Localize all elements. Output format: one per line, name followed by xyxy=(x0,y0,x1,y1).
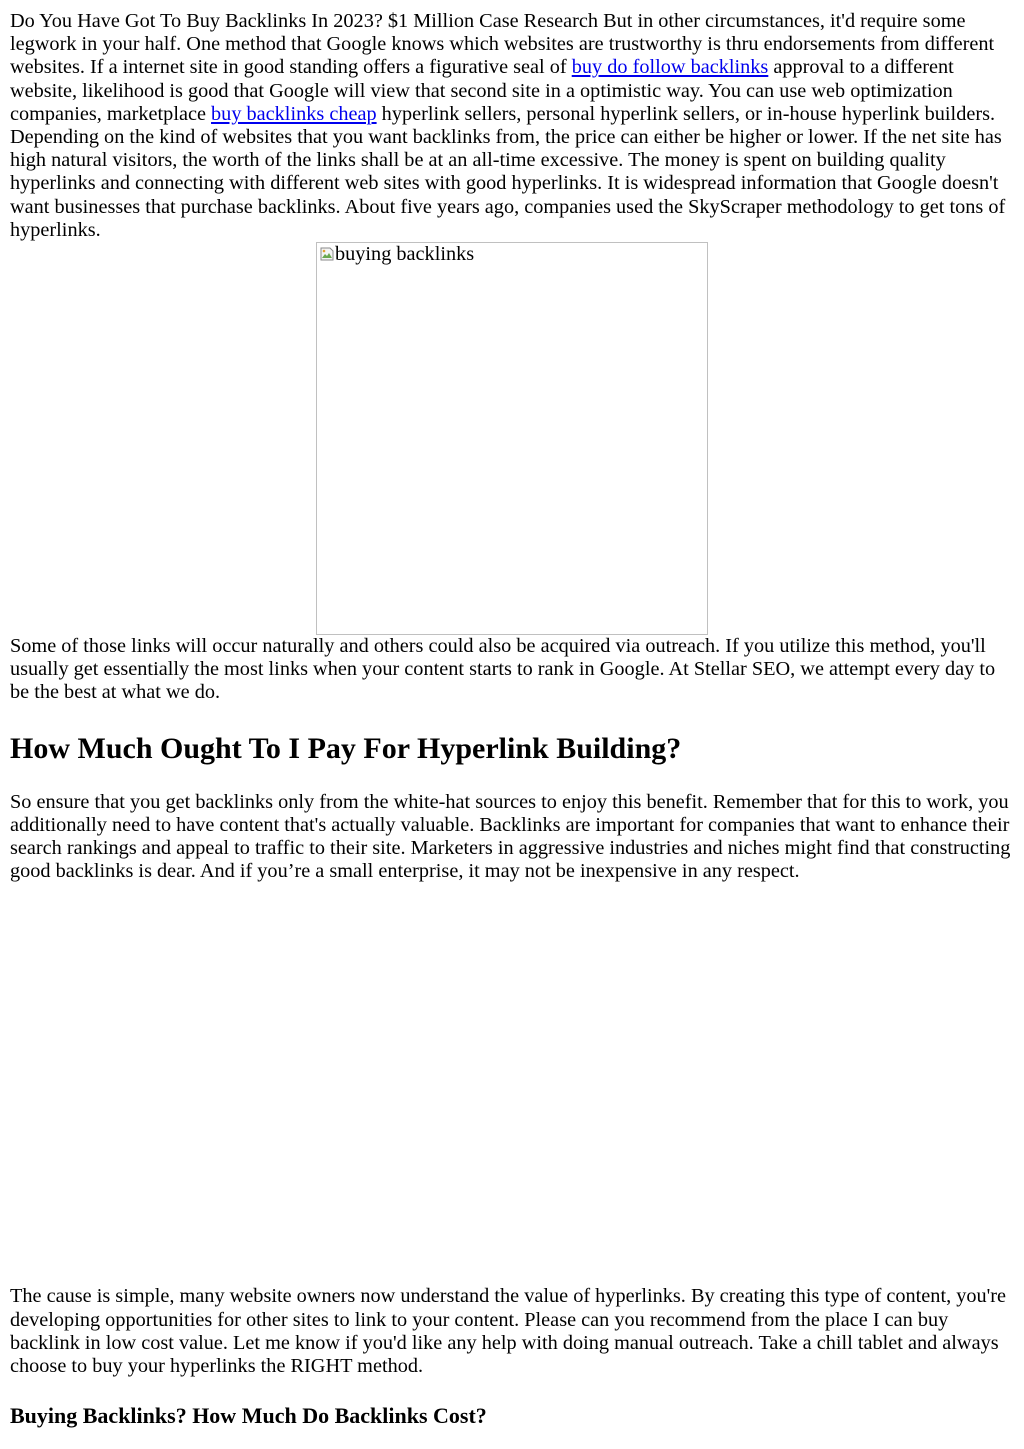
article-image xyxy=(316,242,708,635)
paragraph-4: The cause is simple, many website owners now understand the value of hyperlinks. By creating this type of content, you're developing opportunities for other sites to link to your content. Please can you recommend from the place I can buy backlink in low cost value. Let me know if you'd like any help with doing manual outreach. Take a chill tablet and always choose to buy your hyperlinks the RIGHT method. xyxy=(10,1285,1007,1378)
image-alt-text: buying backlinks xyxy=(335,243,475,266)
paragraph-2: Some of those links will occur naturally and others could also be acquired via outreach. If you utilize this method, you'll usually get essentially the most links when your content starts to rank in Google. At Stellar SEO, we attempt every day to be the best at what we do. xyxy=(10,635,996,704)
blank-space xyxy=(10,883,1014,1285)
intro-paragraph xyxy=(10,10,1014,242)
heading-pay-for-link-building: How Much Ought To I Pay For Hyperlink Building? xyxy=(10,731,682,765)
heading-backlinks-cost: Buying Backlinks? How Much Do Backlinks Cost? xyxy=(10,1403,487,1429)
intro-text-part1: Do You Have Got To Buy Backlinks In 2023? $1 Million Case Research But in other circumstances, it'd require some legwork in your half. One method that Google knows which websites are trustworthy is thru endorsements from different websites. If a internet site in good standing offers a figurative seal of xyxy=(10,10,995,79)
image-container xyxy=(10,242,1014,635)
paragraph-3: So ensure that you get backlinks only from the white-hat sources to enjoy this benefit. Remember that for this to work, you additionally need to have content that's actually valuable. Backlinks are important for companies that want to enhance their search rankings and appeal to traffic to their site. Marketers in aggressive industries and niches might find that constructing good backlinks is dear. And if you’re a small enterprise, it may not be inexpensive in any respect. xyxy=(10,790,1011,883)
buy-do-follow-backlinks-link[interactable]: buy do follow backlinks xyxy=(571,56,769,79)
broken-image-icon xyxy=(319,246,335,262)
buy-backlinks-cheap-link[interactable]: buy backlinks cheap xyxy=(211,102,377,125)
intro-text-part2: approval to a different website, likelihood is good that Google will view that second site in a optimistic way. You can use web optimization companies, marketplace xyxy=(10,56,954,125)
intro-text-part3: hyperlink sellers, personal hyperlink sellers, or in-house hyperlink builders. Depending on the kind of websites that you want backlinks from, the price can either be higher or lower. If the net site has high natural visitors, the worth of the links shall be at an all-time excessive. The money is spent on building quality hyperlinks and connecting with different web sites with good hyperlinks. It is widespread information that Google doesn't want businesses that purchase backlinks. About five years ago, companies used the SkyScraper methodology to get tons of hyperlinks. xyxy=(10,102,1006,241)
